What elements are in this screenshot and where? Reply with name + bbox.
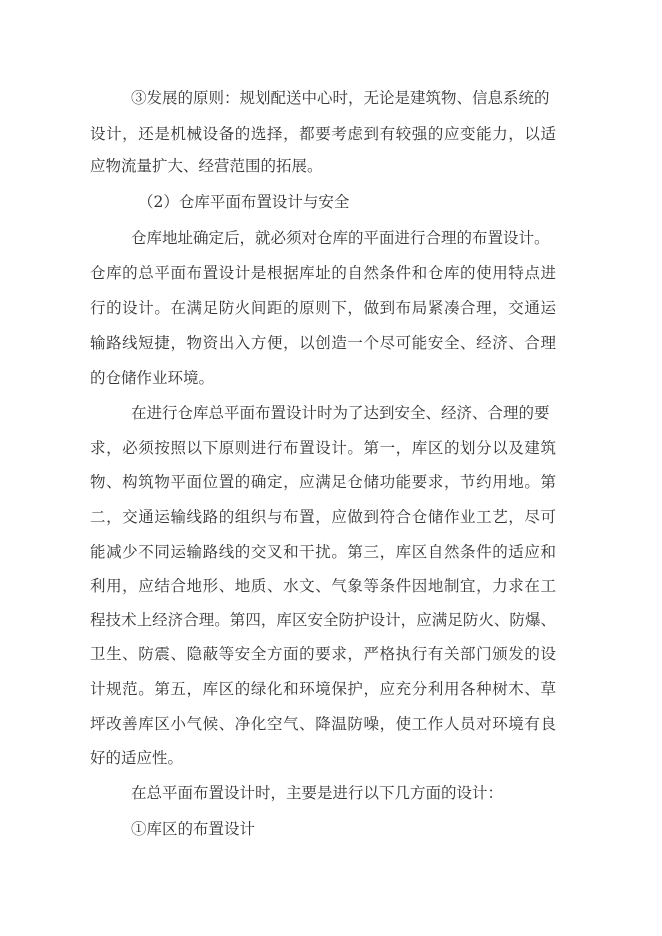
paragraph-line: 仓库地址确定后，就必须对仓库的平面进行合理的布置设计。 (131, 229, 550, 247)
paragraph-line: 计规范。第五，库区的绿化和环境保护，应充分利用各种树木、草 (90, 680, 556, 698)
paragraph-line: 设计，还是机械设备的选择，都要考虑到有较强的应变能力，以适 (90, 125, 556, 143)
paragraph-line: 在总平面布置设计时，主要是进行以下几方面的设计： (131, 784, 504, 802)
list-item-heading: ①库区的布置设计 (131, 820, 256, 838)
paragraph-line: 在进行仓库总平面布置设计时为了达到安全、经济、合理的要 (131, 404, 550, 422)
paragraph-line: 能减少不同运输路线的交叉和干扰。第三，库区自然条件的适应和 (90, 543, 556, 561)
paragraph-line: 的仓储作业环境。 (90, 369, 215, 387)
paragraph-line: 卫生、防震、隐蔽等安全方面的要求，严格执行有关部门颁发的设 (90, 645, 556, 663)
paragraph-line: 二，交通运输线路的组织与布置，应做到符合仓储作业工艺，尽可 (90, 508, 556, 526)
paragraph-line: 坪改善库区小气候、净化空气、降温防噪，使工作人员对环境有良 (90, 715, 556, 733)
paragraph-line: 求，必须按照以下原则进行布置设计。第一，库区的划分以及建筑 (90, 439, 556, 457)
paragraph-line: 利用，应结合地形、地质、水文、气象等条件因地制宜，力求在工 (90, 577, 556, 595)
paragraph-line: 输路线短捷，物资出入方便，以创造一个尽可能安全、经济、合理 (90, 334, 556, 352)
paragraph-line: 仓库的总平面布置设计是根据库址的自然条件和仓库的使用特点进 (90, 264, 556, 282)
paragraph-line: 程技术上经济合理。第四，库区安全防护设计，应满足防火、防爆、 (90, 611, 556, 629)
paragraph-line: 好的适应性。 (90, 749, 184, 767)
paragraph-line: ③发展的原则：规划配送中心时，无论是建筑物、信息系统的 (131, 89, 550, 107)
paragraph-line: 物、构筑物平面位置的确定，应满足仓储功能要求，节约用地。第 (90, 473, 556, 491)
paragraph-line: 行的设计。在满足防火间距的原则下，做到布局紧凑合理，交通运 (90, 299, 556, 317)
paragraph-line: 应物流量扩大、经营范围的拓展。 (90, 157, 323, 175)
section-heading: （2）仓库平面布置设计与安全 (138, 193, 350, 211)
